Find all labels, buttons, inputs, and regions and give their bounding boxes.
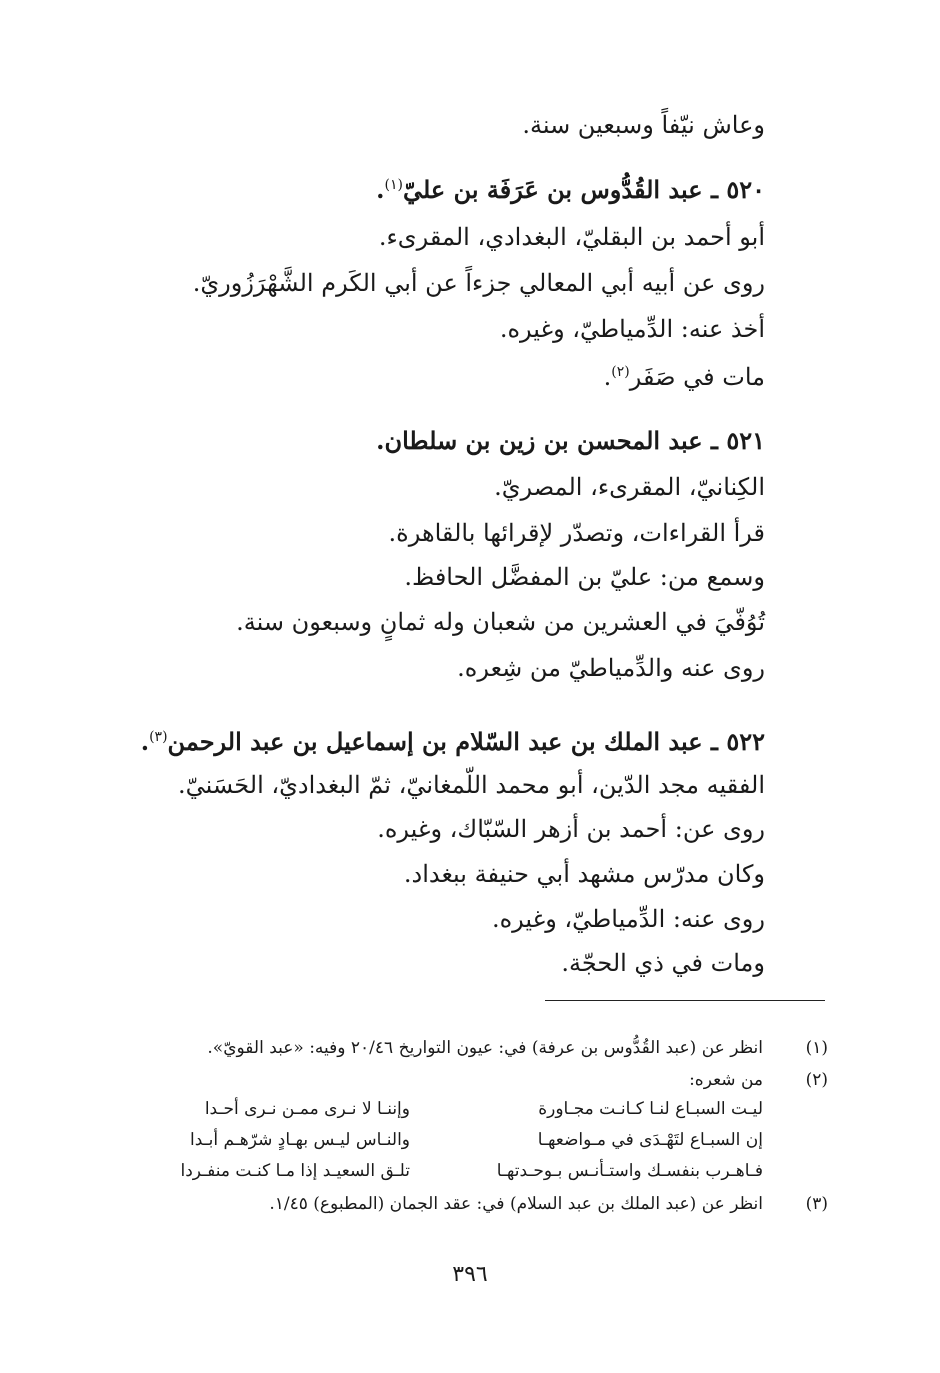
- footnote-text: انظر عن (عبد الملك بن عبد السلام) في: عقد الجمان (المطبوع) ١/٤٥.: [269, 1194, 763, 1214]
- footnote-ref[interactable]: (٢): [611, 364, 630, 380]
- text-line: وكان مدرّس مشهد أبي حنيفة ببغداد.: [403, 860, 765, 888]
- footnote-number: (٣): [805, 1194, 828, 1214]
- poem-hemistich-2: وإننـا لا نـرى ممـن نـرى أحـدا: [204, 1099, 410, 1119]
- text-line: قرأ القراءات، وتصدّر لإقرائها بالقاهرة.: [388, 519, 765, 547]
- footnote-ref[interactable]: (١): [384, 177, 403, 193]
- footnote-text: انظر عن (عبد القُدُّوس بن عرفة) في: عيون التواريخ ٢٠/٤٦ وفيه: «عبد القويّ».: [207, 1038, 763, 1058]
- footnote-divider: [545, 1000, 825, 1001]
- text-line: تُوُفّيَ في العشرين من شعبان وله ثمانٍ وسبعون سنة.: [236, 608, 765, 636]
- entry-title: ٥٢٠ ـ عبد القُدُّوس بن عَرَفَة بن عليّ: [402, 175, 765, 204]
- footnote-text: من شعره:: [689, 1070, 763, 1090]
- footnote-ref[interactable]: (٣): [149, 729, 168, 745]
- text-line: الكِنانيّ، المقرىء، المصريّ.: [494, 473, 765, 501]
- text-line: أبو أحمد بن البقليّ، البغدادي، المقرىء.: [378, 223, 765, 251]
- entry-heading-520: ٥٢٠ ـ عبد القُدُّوس بن عَرَفَة بن عليّ$^{(١)}$.: [376, 175, 765, 204]
- text-line: ومات في ذي الحجّة.: [561, 949, 765, 977]
- poem-hemistich-2: تلـق السعيـد إذا مـا كنـت منفـردا: [180, 1161, 410, 1181]
- footnote-number: (٢): [805, 1070, 828, 1090]
- page-number: ٣٩٦: [452, 1262, 488, 1287]
- text-line: وعاش نيّفاً وسبعين سنة.: [522, 111, 765, 139]
- text-line: روى عن: أحمد بن أزهر السّبّاك، وغيره.: [377, 815, 765, 843]
- poem-hemistich-1: إن السبـاع لتَهْـدَى في مـواضعهـا: [537, 1130, 763, 1150]
- text-line: أخذ عنه: الدِّمياطيّ، وغيره.: [499, 315, 765, 343]
- entry-title: ٥٢٢ ـ عبد الملك بن عبد السّلام بن إسماعيل بن عبد الرحمن: [167, 727, 765, 756]
- poem-hemistich-2: والنـاس ليـس بهـادٍ شرّهـم أبـدا: [190, 1130, 410, 1150]
- text-line: روى عنه والدِّمياطيّ من شِعره.: [457, 654, 765, 682]
- text-line: روى عنه: الدِّمياطيّ، وغيره.: [491, 905, 765, 933]
- footnote-number: (١): [805, 1038, 828, 1058]
- poem-hemistich-1: ليـت السبـاع لنـا كـانـت مجـاورة: [538, 1099, 763, 1119]
- text-line-died: مات في صَفَر$^{(٢)}$.: [603, 363, 765, 391]
- text-line: الفقيه مجد الدّين، أبو محمد اللّمغانيّ، ثمّ البغداديّ، الحَسَنيّ.: [177, 771, 765, 799]
- entry-heading-522: ٥٢٢ ـ عبد الملك بن عبد السّلام بن إسماعيل بن عبد الرحمن$^{(٣)}$.: [140, 727, 765, 756]
- text-line: روى عن أبيه أبي المعالي جزءاً عن أبي الكَرم الشَّهْرَزُوريّ.: [192, 269, 765, 297]
- text-line: وسمع من: عليّ بن المفضَّل الحافظ.: [404, 563, 765, 591]
- entry-heading-521: ٥٢١ ـ عبد المحسن بن زين بن سلطان.: [376, 426, 765, 455]
- poem-hemistich-1: فـاهـرب بنفسـك واستـأنـس بـوحـدتهـا: [496, 1161, 763, 1181]
